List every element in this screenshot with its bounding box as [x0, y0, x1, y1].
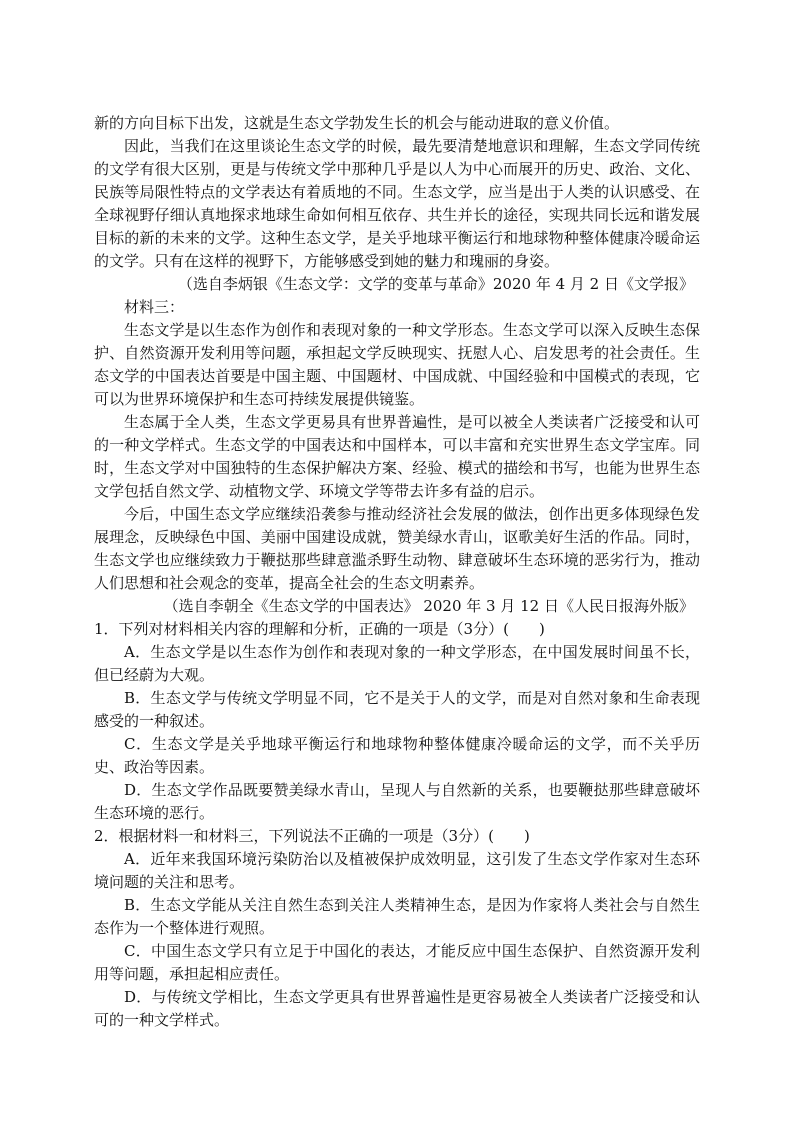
source-citation-material3: （选自李朝全《生态文学的中国表达》 2020 年 3 月 12 日《人民日报海外版》: [163, 597, 694, 615]
question-1-stem: 1．下列对材料相关内容的理解和分析，正确的一项是（3分）( ): [94, 620, 545, 638]
question-2-stem: 2．根据材料一和材料三，下列说法不正确的一项是（3分）( ): [94, 827, 530, 845]
question-2: [94, 825, 700, 1032]
question-2-option-a: A．近年来我国环境污染防治以及植被保护成效明显，这引发了生态文学作家对生态环境问题的关注和思考。: [94, 850, 700, 891]
material3-paragraph-1: 生态文学是以生态作为创作和表现对象的一种文学形态。生态文学可以深入反映生态保护、自然资源开发利用等问题，承担起文学反映现实、抚慰人心、启发思考的社会责任。生态文学的中国表达首要是中国主题、中国题材、中国成就、中国经验和中国模式的表现，它可以为世界环境保护和生态可持续发展提供镜鉴。: [94, 321, 700, 408]
question-1-option-c: C．生态文学是关乎地球平衡运行和地球物种整体健康冷暖命运的文学，而不关乎历史、政治等因素。: [94, 735, 700, 776]
question-2-option-c: C．中国生态文学只有立足于中国化的表达，才能反应中国生态保护、自然资源开发利用等问题，承担起相应责任。: [94, 942, 700, 983]
question-2-option-b: B．生态文学能从关注自然生态到关注人类精神生态，是因为作家将人类社会与自然生态作为一个整体进行观照。: [94, 896, 700, 937]
paragraph-opening: 新的方向目标下出发，这就是生态文学勃发生长的机会与能动进取的意义价值。: [94, 114, 620, 132]
material3-heading: 材料三：: [124, 298, 185, 316]
material3-paragraph-2: 生态属于全人类，生态文学更易具有世界普遍性，是可以被全人类读者广泛接受和认可的一种文学样式。生态文学的中国表达和中国样本，可以丰富和充实世界生态文学宝库。同时，生态文学对中国独特的生态保护解决方案、经验、模式的描绘和书写，也能为世界生态文学包括自然文学、动植物文学、环境文学等带去许多有益的启示。: [94, 413, 700, 500]
material3-paragraph-3: 今后，中国生态文学应继续沿袭参与推动经济社会发展的做法，创作出更多体现绿色发展理念，反映绿色中国、美丽中国建设成就，赞美绿水青山，讴歌美好生活的作品。同时，生态文学也应继续致力于鞭挞那些肆意滥杀野生动物、肆意破坏生态环境的恶劣行为，推动人们思想和社会观念的变革，提高全社会的生态文明素养。: [94, 505, 700, 592]
material3: [94, 296, 700, 595]
material2-continuation: [94, 112, 700, 273]
paragraph-ecological-literature-difference: 因此，当我们在这里谈论生态文学的时候，最先要清楚地意识和理解，生态文学同传统的文学有很大区别，更是与传统文学中那种几乎是以人为中心而展开的历史、政治、文化、民族等局限性特点的文学表达有着质地的不同。生态文学，应当是出于人类的认识感受、在全球视野仔细认真地探求地球生命如何相互依存、共生并长的途径，实现共同长远和谐发展目标的新的未来的文学。这种生态文学，是关乎地球平衡运行和地球物种整体健康冷暖命运的文学。只有在这样的视野下，方能够感受到她的魅力和瑰丽的身姿。: [94, 137, 700, 270]
source-citation-material2: （选自李炳银《生态文学：文学的变革与革命》2020 年 4 月 2 日《文学报》: [177, 275, 694, 293]
question-2-option-d: D．与传统文学相比，生态文学更具有世界普遍性是更容易被全人类读者广泛接受和认可的一种文学样式。: [94, 988, 700, 1029]
question-1: [94, 618, 700, 825]
question-1-option-d: D．生态文学作品既要赞美绿水青山，呈现人与自然新的关系，也要鞭挞那些肆意破坏生态环境的恶行。: [94, 781, 700, 822]
question-1-option-b: B．生态文学与传统文学明显不同，它不是关于人的文学，而是对自然对象和生命表现感受的一种叙述。: [94, 689, 700, 730]
question-1-option-a: A．生态文学是以生态作为创作和表现对象的一种文学形态，在中国发展时间虽不长，但已经蔚为大观。: [94, 643, 700, 684]
